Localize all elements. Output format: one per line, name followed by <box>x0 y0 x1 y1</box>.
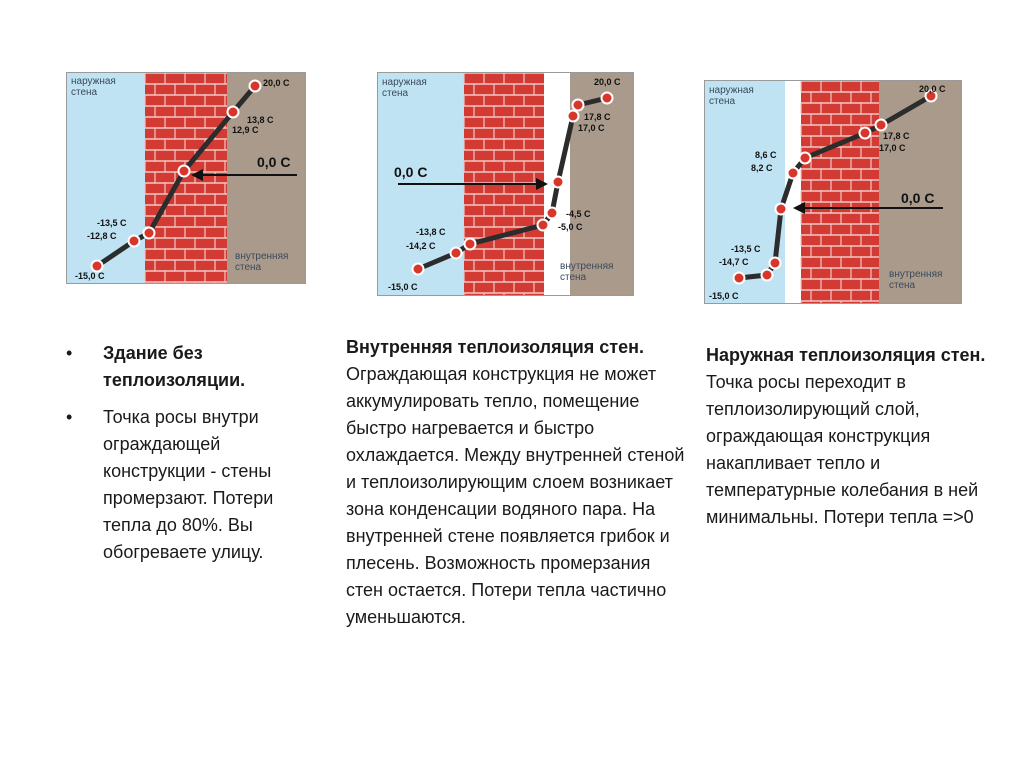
zero-temp-label: 0,0 С <box>257 154 291 170</box>
outer-wall-label: наружная стена <box>709 85 754 107</box>
caption-external-insulation <box>706 342 996 531</box>
outer-wall-label: наружная стена <box>382 77 427 99</box>
temp-label: 17,8 С <box>883 131 910 141</box>
temperature-marker <box>413 264 424 275</box>
temp-label: 8,2 С <box>751 163 773 173</box>
temperature-marker <box>876 120 887 131</box>
temp-label: -14,7 С <box>719 257 749 267</box>
temp-label: -14,2 С <box>406 241 436 251</box>
caption-title: Внутренняя теплоизоляция стен. <box>346 337 644 357</box>
inner-wall-label: внутренняя стена <box>235 251 289 273</box>
temp-label: 17,8 С <box>584 112 611 122</box>
temp-label: -13,8 С <box>416 227 446 237</box>
temperature-marker <box>228 107 239 118</box>
temperature-marker <box>800 153 811 164</box>
caption-internal-insulation <box>346 334 686 631</box>
temperature-marker <box>573 100 584 111</box>
temp-label: 12,9 С <box>232 125 259 135</box>
outdoor-area <box>67 73 145 283</box>
temp-label: -15,0 С <box>75 271 105 281</box>
caption-title: Наружная теплоизоляция стен. <box>706 345 986 365</box>
bullet-item <box>66 404 296 566</box>
temperature-marker <box>553 177 564 188</box>
temperature-marker <box>179 166 190 177</box>
temperature-marker <box>144 228 155 239</box>
temperature-marker <box>465 239 476 250</box>
diagram-internal-insulation <box>377 72 634 296</box>
caption-body: Точка росы переходит в теплоизолирующий слой, ограждающая конструкция накапливает тепло и температурные колебания в ней минимальны. Потери тепла =>0 <box>706 372 979 527</box>
temperature-marker <box>860 128 871 139</box>
temp-label: -15,0 С <box>388 282 418 292</box>
temp-label: 8,6 С <box>755 150 777 160</box>
wall-section-external-insulation <box>705 81 961 303</box>
caption-body: Ограждающая конструкция не может аккумулировать тепло, помещение быстро нагревается и быстро охлаждается. Между внутренней стеной и теплоизолирующим слоем возникает зона конденсации водяного пара. На внутренней стене появляется грибок и плесень. Возможность промерзания стен остается. Потери тепла частично уменьшаются. <box>346 364 685 627</box>
temperature-marker <box>547 208 558 219</box>
bullet-icon: • <box>66 343 73 363</box>
diagram-no-insulation <box>66 72 306 284</box>
bullet-icon: • <box>66 407 73 427</box>
temp-label: -13,5 С <box>731 244 761 254</box>
inner-wall-label: внутренняя стена <box>560 261 614 283</box>
temperature-marker <box>250 81 261 92</box>
temp-label: 13,8 С <box>247 115 274 125</box>
brick-wall <box>145 73 227 283</box>
temperature-marker <box>129 236 140 247</box>
temperature-marker <box>92 261 103 272</box>
caption-body: Точка росы внутри ограждающей конструкции - стены промерзают. Потери тепла до 80%. Вы обогреваете улицу. <box>103 407 274 562</box>
temp-label: 17,0 С <box>879 143 906 153</box>
temperature-marker <box>770 258 781 269</box>
inner-wall-label: внутренняя стена <box>889 269 943 291</box>
temp-label: -4,5 С <box>566 209 591 219</box>
outer-wall-label: наружная стена <box>71 76 116 98</box>
temp-label: 20,0 С <box>263 78 290 88</box>
brick-wall <box>801 81 879 303</box>
temperature-marker <box>538 220 549 231</box>
temperature-marker <box>776 204 787 215</box>
temp-label: 17,0 С <box>578 123 605 133</box>
zero-temp-label: 0,0 С <box>901 190 935 206</box>
temp-label: 20,0 С <box>919 84 946 94</box>
temperature-marker <box>762 270 773 281</box>
temperature-marker <box>602 93 613 104</box>
diagram-external-insulation <box>704 80 962 304</box>
temp-label: 20,0 С <box>594 77 621 87</box>
temperature-marker <box>734 273 745 284</box>
caption-no-insulation <box>66 340 296 576</box>
wall-section-no-insulation <box>67 73 305 283</box>
temperature-marker <box>788 168 799 179</box>
temperature-marker <box>451 248 462 259</box>
temp-label: -15,0 С <box>709 291 739 301</box>
wall-section-internal-insulation <box>378 73 633 295</box>
caption-title: Здание без теплоизоляции. <box>103 343 246 390</box>
bullet-item <box>66 340 296 394</box>
temperature-marker <box>568 111 579 122</box>
zero-temp-label: 0,0 С <box>394 164 428 180</box>
temp-label: -13,5 С <box>97 218 127 228</box>
temp-label: -5,0 С <box>558 222 583 232</box>
temp-label: -12,8 С <box>87 231 117 241</box>
